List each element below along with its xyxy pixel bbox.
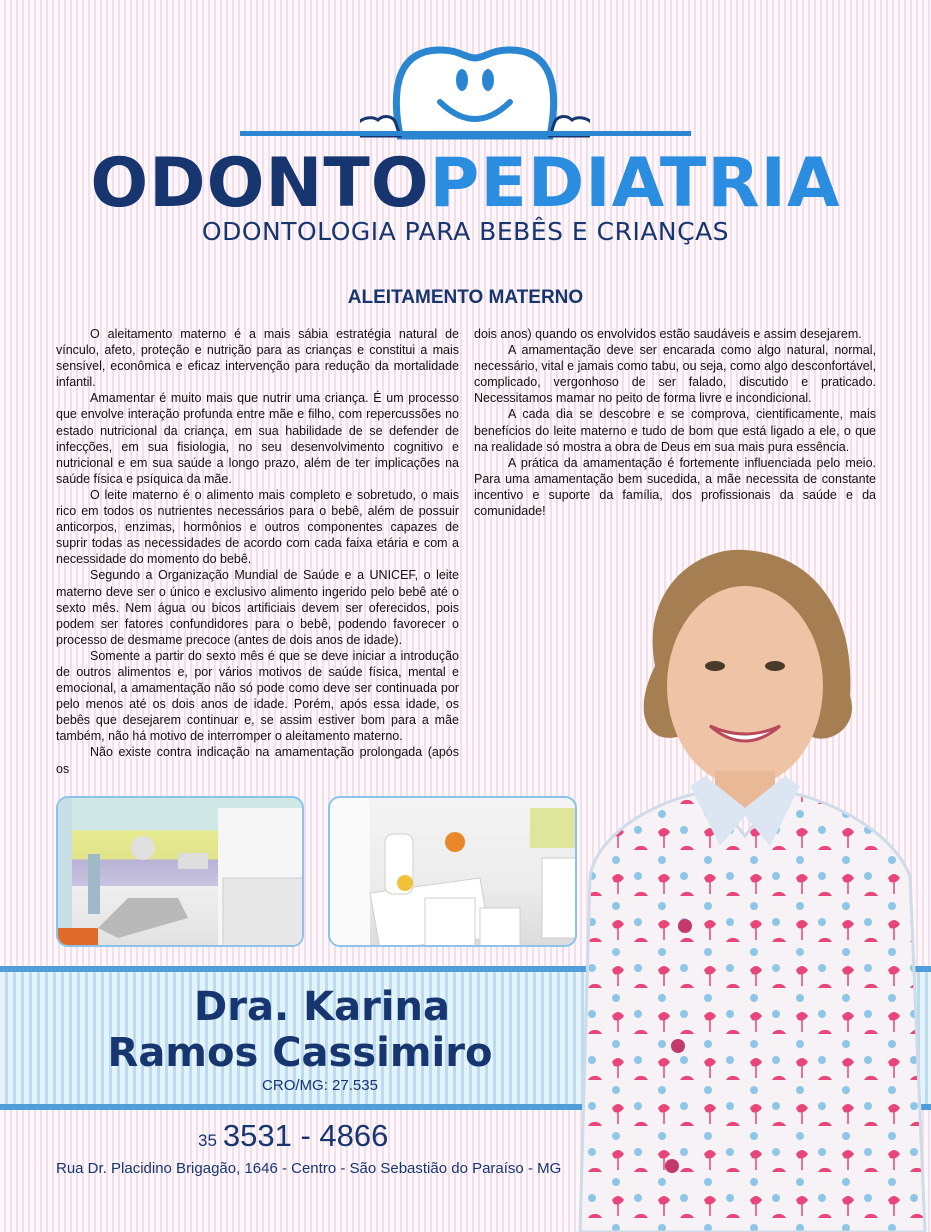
brand-part1: ODONTO	[90, 144, 430, 223]
clinic-address: Rua Dr. Placidino Brigagão, 1646 - Centro - São Sebastião do Paraíso - MG	[56, 1160, 562, 1177]
paragraph: O leite materno é o alimento mais completo e sobretudo, o mais rico em todos os nutrientes necessários para o bebê, além de possuir anticorpos, enzimas, hormônios e outros componentes capazes de suprir todas as necessidades de acordo com cada faixa etária e com a necessidade do momento do bebê.	[56, 487, 459, 567]
logo-underline	[240, 131, 691, 136]
paragraph: Não existe contra indicação na amamentação prolongada (após os	[56, 745, 459, 776]
article-column-left	[56, 326, 459, 777]
article-title: ALEITAMENTO MATERNO	[347, 287, 584, 308]
paragraph: A prática da amamentação é fortemente influenciada pelo meio. Para uma amamentação bem sucedida, a mãe necessita de constante incentivo e suporte da família, dos profissionais da saúde e da comunidade!	[474, 455, 876, 519]
clinic-photo-office	[328, 796, 577, 947]
paragraph-continuation: dois anos) quando os envolvidos estão saudáveis e assim desejarem.	[474, 327, 862, 341]
tagline: ODONTOLOGIA PARA BEBÊS E CRIANÇAS	[201, 217, 730, 246]
paragraph: Amamentar é muito mais que nutrir uma criança. É um processo que envolve interação profunda entre mãe e filho, com repercussões no estado nutricional da criança, em sua habilidade de se defender de infecções, em sua fisiologia, no seu desenvolvimento cognitivo e nutricional e em sua saúde a longo prazo, além de ter implicações na saúde física e psíquica da mãe.	[56, 391, 459, 486]
paragraph: Segundo a Organização Mundial de Saúde e a UNICEF, o leite materno deve ser o único e exclusivo alimento ingerido pelo bebê até o sexto mês. Nem água ou bicos artificiais devem ser oferecidos, pois podem ser fatores confundidores para o bebê, podendo favorecer o processo de desmame precoce (antes de dois anos de idade).	[56, 568, 459, 647]
phone-digits: 3531 - 4866	[222, 1118, 389, 1153]
doctor-name-line2: Ramos Cassimiro	[107, 1030, 493, 1076]
article-column-right	[474, 326, 876, 519]
doctor-portrait	[560, 546, 931, 1232]
phone-number[interactable]	[198, 1118, 388, 1154]
paragraph: Somente a partir do sexto mês é que se deve iniciar a introdução de outros alimentos e, por vários motivos de saúde física, mental e emocional, a amamentação não só pode como deve ser continuada por pelo menos até os dois anos de idade. Porém, após essa idade, os bebês que desejarem continuar e, se assim estiver bom para a mãe também, não há motivo de interromper o aleitamento materno.	[56, 648, 459, 744]
brand-logo	[0, 146, 931, 222]
paragraph: A amamentação deve ser encarada como algo natural, normal, necessário, vital e jamais como tabu, ou seja, como algo desconfortável, complicado, vergonhoso de ser falado, discutido e praticado. Necessitamos mamar no peito de forma livre e incondicional.	[474, 343, 876, 406]
smiling-tooth-icon	[360, 44, 590, 140]
paragraph: O aleitamento materno é a mais sábia estratégia natural de vínculo, afeto, proteção e nutrição para as crianças e constitui a mais sensível, econômica e eficaz intervenção para redução da mortalidade infantil.	[56, 327, 459, 390]
phone-area-code: 35	[198, 1131, 217, 1150]
cro-registration: CRO/MG: 27.535	[262, 1077, 378, 1094]
brand-part2: PEDIATRIA	[429, 144, 841, 223]
dental-chair-illustration	[58, 798, 304, 947]
clinic-photo-dental-chair	[56, 796, 304, 947]
paragraph: A cada dia se descobre e se comprova, cientificamente, mais benefícios do leite materno e tudo de bom que está ligado a ele, o que na realidade só mostra a obra de Deus em sua mais pura essência.	[474, 407, 876, 454]
office-illustration	[330, 798, 577, 947]
doctor-name-line1: Dra. Karina	[194, 984, 450, 1030]
